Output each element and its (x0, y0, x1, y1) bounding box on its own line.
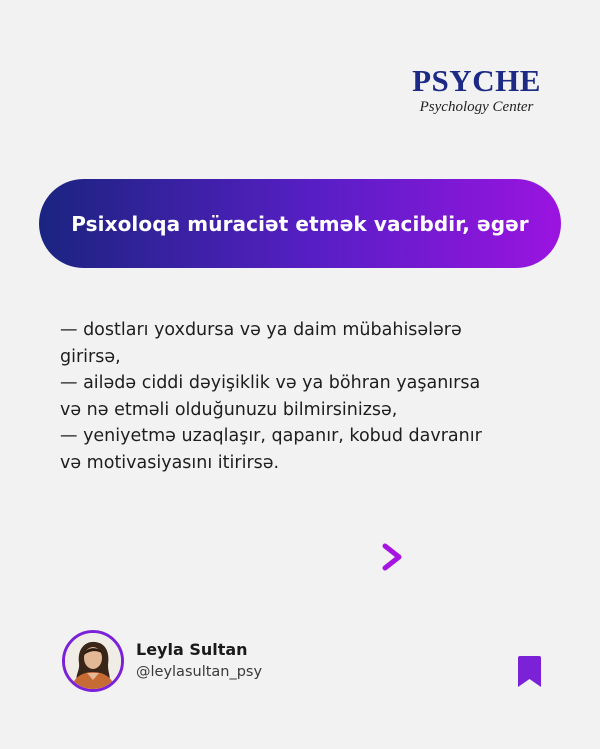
avatar (62, 630, 124, 692)
body-line: — dostları yoxdursa və ya daim mübahisələrə (60, 320, 462, 340)
arrow-right-icon (60, 543, 406, 571)
bookmark-icon[interactable] (518, 656, 541, 688)
headline-text: Psixoloqa müraciət etmək vacibdir, əgər (71, 211, 529, 236)
author-handle[interactable]: @leylasultan_psy (136, 664, 263, 680)
body-text (60, 317, 560, 476)
author-profile (62, 630, 262, 692)
brand-logo (404, 64, 549, 116)
body-line: girirsə, (60, 346, 121, 367)
brand-subtitle: Psychology Center (419, 99, 534, 115)
body-line: və nə etməli olduğunuzu bilmirsinizsə, (60, 399, 398, 420)
body-line: — ailədə ciddi dəyişiklik və ya böhran yaşanırsa (60, 373, 481, 393)
avatar-portrait (65, 633, 121, 689)
author-name: Leyla Sultan (136, 640, 248, 659)
body-line: — yeniyetmə uzaqlaşır, qapanır, kobud davranır (60, 426, 482, 446)
headline-banner (39, 179, 561, 268)
body-line: və motivasiyasını itirirsə. (60, 452, 280, 473)
brand-name: PSYCHE (412, 63, 541, 98)
